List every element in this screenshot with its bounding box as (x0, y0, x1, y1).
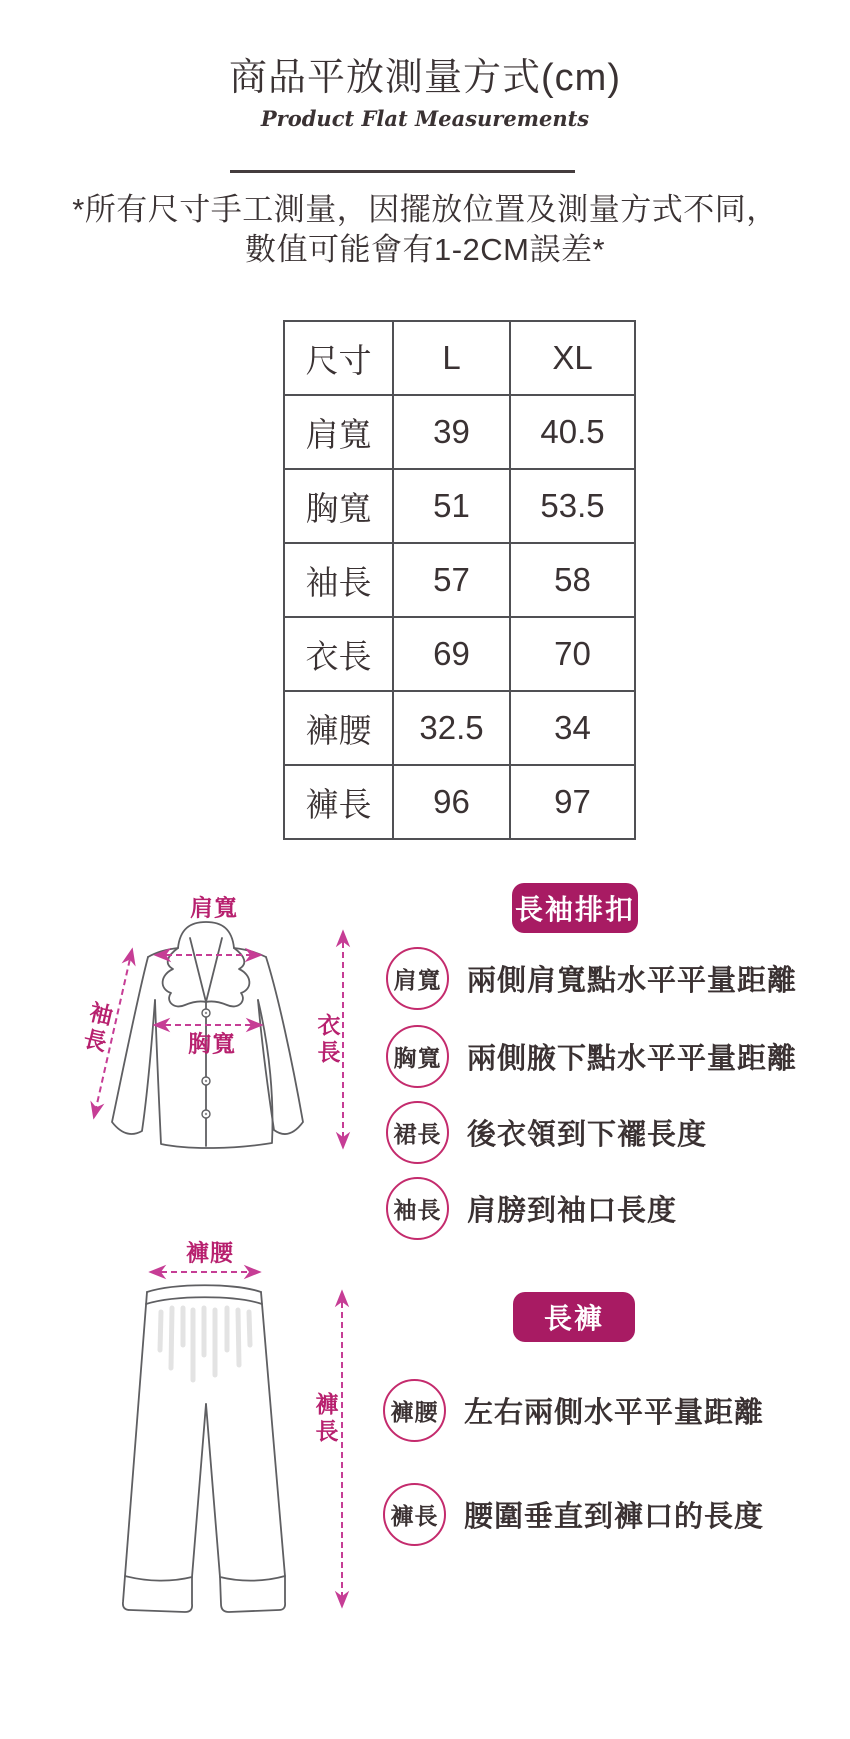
shirt-left-sleeve (112, 957, 155, 1134)
value-cell-l: 51 (393, 469, 510, 543)
pants-shading (160, 1308, 250, 1380)
pants-drawing (123, 1285, 285, 1612)
guide-term-circle: 胸寬 (386, 1025, 449, 1088)
shoulder-width-label: 肩寬 (190, 895, 238, 921)
value-cell-l: 57 (393, 543, 510, 617)
row-label-cell: 褲腰 (284, 691, 393, 765)
garment-length-label: 衣長 (314, 1013, 340, 1067)
col-header-l: L (393, 321, 510, 395)
guide-desc: 兩側肩寬點水平平量距離 (467, 964, 798, 997)
pants-waist-label: 褲腰 (186, 1240, 234, 1266)
guide-term-circle: 袖長 (386, 1177, 449, 1240)
guide-desc: 腰圍垂直到褲口的長度 (464, 1500, 765, 1533)
guide-item (386, 1100, 707, 1164)
guide-item (386, 1176, 677, 1240)
guide-item (383, 1378, 764, 1442)
row-label-cell: 肩寬 (284, 395, 393, 469)
sleeve-length-label: 袖長 (77, 998, 115, 1058)
guide-term-circle: 褲腰 (383, 1379, 446, 1442)
value-cell-l: 39 (393, 395, 510, 469)
guide-desc: 左右兩側水平平量距離 (464, 1396, 765, 1429)
value-cell-xl: 34 (510, 691, 635, 765)
shirt-collar (178, 922, 234, 948)
guide-term-circle: 褲長 (383, 1483, 446, 1546)
row-label-cell: 褲長 (284, 765, 393, 839)
value-cell-xl: 70 (510, 617, 635, 691)
col-header-size: 尺寸 (284, 321, 393, 395)
guide-desc: 肩膀到袖口長度 (467, 1194, 678, 1227)
row-label-cell: 胸寬 (284, 469, 393, 543)
guide-term-circle: 裙長 (386, 1101, 449, 1164)
note-line-2: 數值可能會有1-2CM誤差* (244, 232, 606, 267)
guide-desc: 後衣領到下襬長度 (467, 1118, 708, 1151)
guide-desc: 兩側腋下點水平平量距離 (467, 1042, 798, 1075)
note-line-1: *所有尺寸手工測量，因擺放位置及測量方式不同， (72, 192, 778, 227)
value-cell-l: 69 (393, 617, 510, 691)
shirt-right-sleeve (258, 957, 303, 1134)
value-cell-xl: 40.5 (510, 395, 635, 469)
shirt-neck-v (190, 938, 222, 1002)
page-title: 商品平放測量方式(cm) (229, 57, 621, 99)
top-guide-badge: 長袖排扣 (512, 883, 638, 933)
guide-term-circle: 肩寬 (386, 947, 449, 1010)
pants-guide-badge: 長褲 (513, 1292, 635, 1342)
guide-item (386, 946, 797, 1010)
value-cell-xl: 97 (510, 765, 635, 839)
value-cell-xl: 53.5 (510, 469, 635, 543)
row-label-cell: 袖長 (284, 543, 393, 617)
value-cell-l: 96 (393, 765, 510, 839)
value-cell-xl: 58 (510, 543, 635, 617)
row-label-cell: 衣長 (284, 617, 393, 691)
chest-width-label: 胸寬 (188, 1031, 236, 1057)
col-header-xl: XL (510, 321, 635, 395)
page-subtitle: Product Flat Measurements (260, 106, 590, 131)
guide-item (386, 1024, 797, 1088)
value-cell-l: 32.5 (393, 691, 510, 765)
pants-length-label: 褲長 (312, 1392, 338, 1446)
pants-right-leg (206, 1292, 285, 1581)
guide-item (383, 1482, 764, 1546)
pants-waistband (146, 1285, 262, 1304)
shirt-body (155, 1000, 272, 1148)
